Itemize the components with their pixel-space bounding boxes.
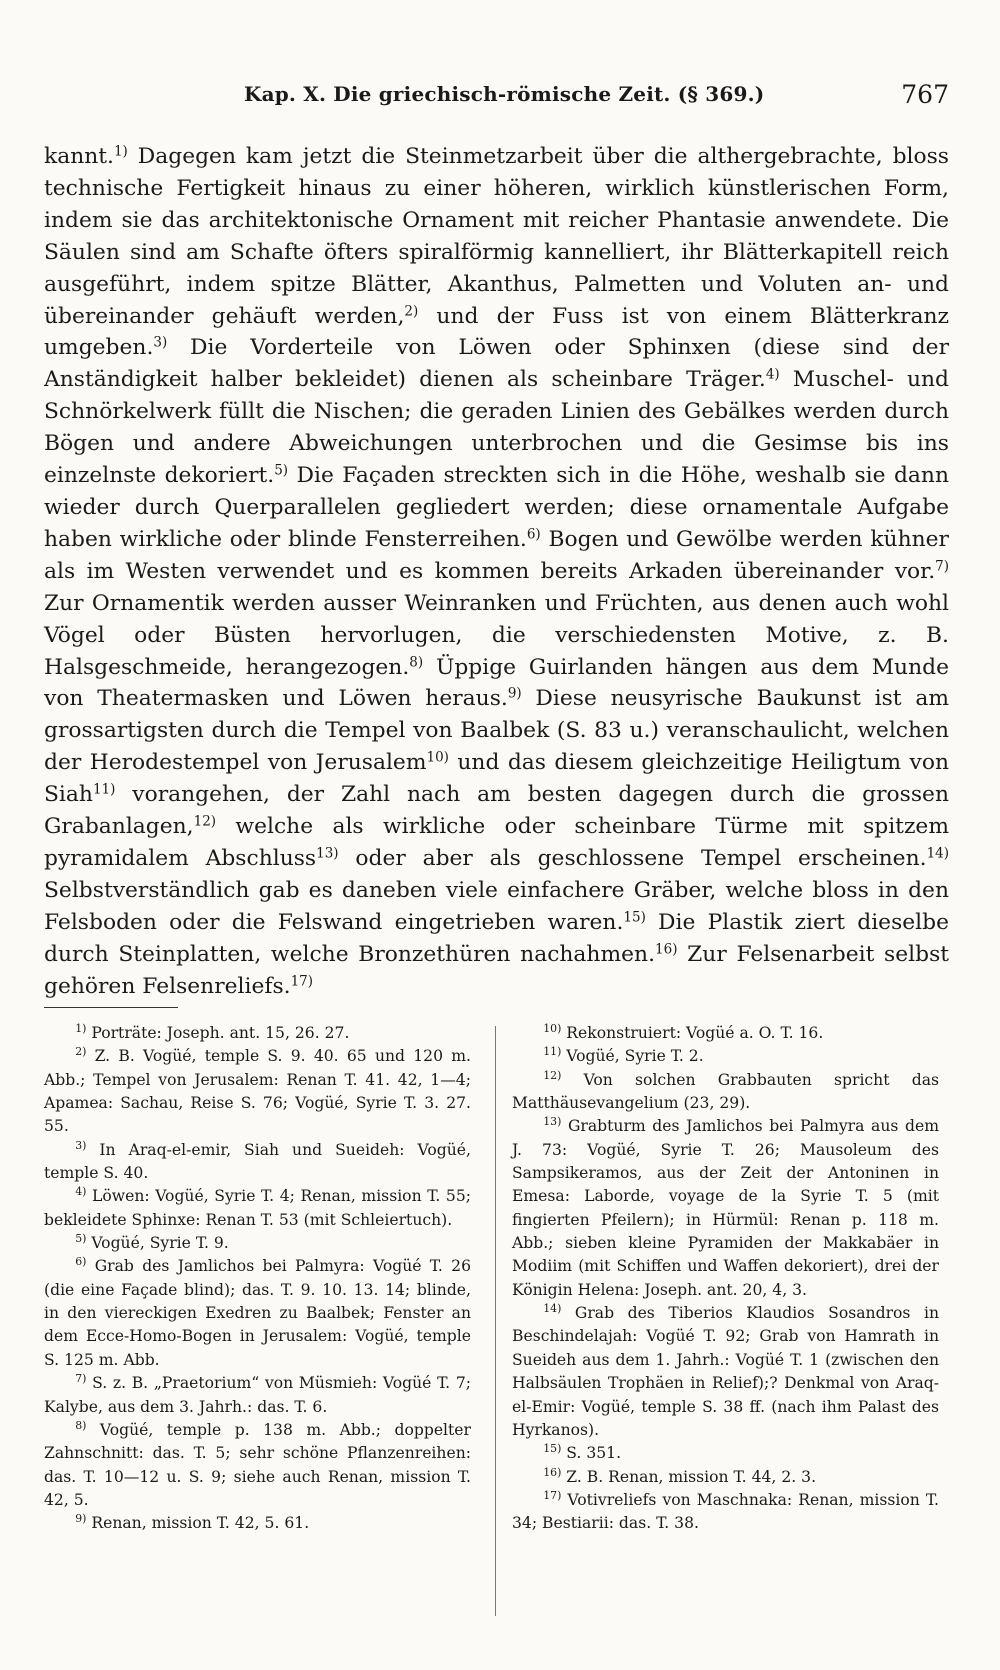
text-run: Dagegen kam jetzt die Steinmetzarbeit über die althergebrachte, bloss technische Fertigkeit hinaus zu einer höheren, wirklich künstlerischen Form, indem sie das architektonische Ornament mit reicher Phantasie anwendete. Die Säulen sind am Schafte öfters spiralförmig kannelliert, ihr Blätterkapitell reich ausgeführt, indem spitze Blätter, Akanthus, Palmetten und Voluten an- und übereinander gehäuft werden, [44, 144, 949, 329]
footnote-text: S. z. B. „Praetorium“ von Müsmieh: Vogüé T. 7; Kalybe, aus dem 3. Jahrh.: das. T. 6. [44, 1374, 471, 1416]
text-run: oder aber als geschlossene Tempel erscheinen. [338, 845, 927, 871]
text-run: Die Plastik ziert dieselbe durch Steinplatten, welche Bronzethüren nachahmen. [44, 909, 949, 967]
footnote [44, 1185, 471, 1232]
footnote-number: 1) [75, 1022, 87, 1035]
footnote-number: 10) [543, 1022, 562, 1035]
footnote-marker: 1) [113, 143, 128, 160]
page-header [44, 80, 949, 114]
text-run: welche als wirkliche oder scheinbare Türme mit spitzem pyramidalem Abschluss [44, 814, 949, 871]
footnote-number: 16) [543, 1465, 562, 1479]
footnote [44, 1372, 471, 1419]
footnote-marker: 3) [153, 335, 168, 352]
footnote-text: Z. B. Vogüé, temple S. 9. 40. 65 und 120 m. Abb.; Tempel von Jerusalem: Renan T. 41. 42, 1—4; Apamea: Sachau, Reise S. 76; Vogüé, Syrie T. 3. 27. 55. [44, 1047, 471, 1136]
footnote-text: Grabturm des Jamlichos bei Palmyra aus dem J. 73: Vogüé, Syrie T. 26; Mausoleum des Sampsikeramos, aus der Zeit der Antoninen in Emesa: Laborde, voyage de la Syrie T. 5 (mit fingierten Pfeilern); in Hürmül: Renan p. 118 m. Abb.; sieben kleine Pyramiden der Makkabäer in Modiim (mit Schiffen und Waffen dekoriert), drei der Königin Helena: Joseph. ant. 20, 4, 3. [512, 1117, 939, 1299]
footnote-number: 15) [543, 1442, 562, 1456]
footnote-marker: 8) [409, 654, 424, 671]
footnote-number: 3) [75, 1138, 87, 1152]
footnote-text: In Araq-el-emir, Siah und Sueideh: Vogüé, temple S. 40. [44, 1140, 471, 1183]
footnote [44, 1255, 471, 1372]
footnote [44, 1139, 471, 1186]
footnote-number: 6) [75, 1255, 87, 1269]
footnote-text: Grab des Tiberios Klaudios Sosandros in Beschindelajah: Vogüé T. 92; Grab von Hamrath in Sueideh aus dem 1. Jahrh.: Vogüé T. 1 (zwischen den Halbsäulen Trophäen in Relief);? Denkmal von Araq-el-Emir: Vogüé, temple S. 38 ff. (nach ihm Palast des Hyrkanos). [512, 1304, 939, 1439]
footnote [44, 1045, 471, 1138]
text-run: Muschel- und Schnörkelwerk füllt die Nischen; die geraden Linien des Gebälkes werden durch Bögen und andere Abweichungen unterbrochen und die Gesimse bis ins einzelnste dekoriert. [44, 367, 949, 489]
footnote-marker: 17) [290, 973, 314, 990]
text-run: kannt. [44, 144, 114, 169]
footnote-number: 17) [543, 1488, 562, 1502]
footnote-marker: 13) [316, 845, 339, 862]
footnote-marker: 11) [92, 781, 116, 798]
body-paragraph [44, 141, 949, 1002]
footnote-number: 5) [75, 1232, 87, 1246]
text-run: Diese neusyrische Baukunst ist am grossartigsten durch die Tempel von Baalbek (S. 83 u.) veranschaulicht, welchen der Herodestempel von Jerusalem [44, 686, 949, 776]
footnote [512, 1045, 939, 1068]
text-run: Zur Ornamentik werden ausser Weinranken und Früchten, aus denen auch wohl Vögel oder Büsten hervorlugen, die verschiedensten Motive, z. B. Halsgeschmeide, herangezogen. [44, 590, 949, 680]
text-run: Die Vorderteile von Löwen oder Sphinxen (diese sind der Anständigkeit halber bekleidet) dienen als scheinbare Träger. [44, 335, 949, 393]
footnote-number: 8) [75, 1418, 87, 1432]
footnote [44, 1512, 471, 1535]
footnote-text: Löwen: Vogüé, Syrie T. 4; Renan, mission T. 55; bekleidete Sphinxe: Renan T. 53 (mit Schleiertuch). [44, 1187, 471, 1229]
footnote [44, 1232, 471, 1255]
footnote [512, 1489, 939, 1536]
footnotes-left-column [44, 1022, 471, 1536]
footnote-number: 14) [543, 1302, 562, 1316]
footnote-marker: 5) [274, 462, 289, 479]
footnote [512, 1442, 939, 1465]
footnote-number: 9) [75, 1512, 87, 1526]
footnote-marker: 15) [623, 909, 646, 926]
footnote [512, 1466, 939, 1489]
footnote-text: Rekonstruiert: Vogüé a. O. T. 16. [561, 1024, 824, 1042]
footnote-number: 13) [543, 1115, 562, 1129]
footnote-marker: 12) [193, 813, 217, 830]
footnote-text: Porträte: Joseph. ant. 15, 26. 27. [86, 1024, 350, 1042]
footnote-marker: 7) [935, 558, 949, 575]
text-run: Selbstverständlich gab es daneben viele einfachere Gräber, welche bloss in den Felsboden oder die Felswand eingetrieben waren. [44, 877, 949, 935]
text-run: Zur Felsenarbeit selbst gehören Felsenreliefs. [44, 941, 950, 999]
footnote-text: S. 351. [561, 1444, 622, 1463]
footnote-text: Grab des Jamlichos bei Palmyra: Vogüé T. 26 (die eine Façade blind); das. T. 9. 10. 13. 14; blinde, in den viereckigen Exedren zu Baalbek; Fenster an dem Ecce-Homo-Bogen in Jerusalem: Vogüé, temple S. 125 m. Abb. [44, 1257, 471, 1369]
footnote-separator [44, 1007, 178, 1008]
footnote-marker: 2) [404, 303, 419, 320]
column-divider [495, 1026, 496, 1616]
footnote-number: 7) [75, 1372, 87, 1386]
footnote [44, 1419, 471, 1512]
page-number: 767 [901, 80, 949, 109]
footnote [512, 1115, 939, 1302]
footnote-text: Z. B. Renan, mission T. 44, 2. 3. [561, 1467, 817, 1486]
footnote [512, 1302, 939, 1442]
footnote [44, 1022, 471, 1045]
footnote-marker: 14) [926, 845, 950, 862]
footnote-text: Vogüé, Syrie T. 2. [561, 1047, 704, 1066]
footnote-text: Renan, mission T. 42, 5. 61. [86, 1514, 310, 1533]
footnotes-right-column [512, 1022, 939, 1536]
footnote-marker: 16) [655, 941, 678, 958]
footnote-text: Vogüé, temple p. 138 m. Abb.; doppelter Zahnschnitt: das. T. 5; sehr schöne Pflanzenreihen: das. T. 10—12 u. S. 9; siehe auch Renan, mission T. 42, 5. [44, 1420, 471, 1509]
footnote-number: 2) [75, 1045, 87, 1059]
footnote-marker: 9) [507, 685, 522, 702]
footnote-text: Von solchen Grabbauten spricht das Matthäusevangelium (23, 29). [512, 1070, 939, 1113]
footnote-marker: 4) [765, 366, 780, 383]
running-title: Kap. X. Die griechisch-römische Zeit. (§ 369.) [244, 82, 765, 106]
text-run: und das diesem gleichzeitige Heiligtum von Siah [44, 750, 949, 808]
footnote-text: Votivreliefs von Maschnaka: Renan, mission T. 34; Bestiarii: das. T. 38. [512, 1490, 939, 1533]
footnote-number: 4) [75, 1185, 87, 1199]
footnote-text: Vogüé, Syrie T. 9. [86, 1234, 229, 1253]
footnotes [44, 1022, 949, 1627]
footnote [512, 1069, 939, 1116]
text-run: Bogen und Gewölbe werden kühner als im Westen verwendet und es kommen bereits Arkaden übereinander vor. [44, 526, 949, 584]
footnote-number: 12) [543, 1068, 562, 1082]
text-run: und der Fuss ist von einem Blätterkranz umgeben. [44, 303, 949, 361]
footnote-marker: 10) [426, 749, 449, 766]
footnote-number: 11) [543, 1045, 562, 1059]
text-run: vorangehen, der Zahl nach am besten dagegen durch die grossen Grabanlagen, [44, 782, 949, 840]
text-run: Üppige Guirlanden hängen aus dem Munde von Theatermasken und Löwen heraus. [44, 654, 949, 712]
footnote-marker: 6) [526, 526, 541, 543]
footnote [512, 1022, 939, 1045]
text-run: Die Façaden streckten sich in die Höhe, weshalb sie dann wieder durch Querparallelen gegliedert werden; diese ornamentale Aufgabe haben wirkliche oder blinde Fensterreihen. [44, 463, 949, 552]
